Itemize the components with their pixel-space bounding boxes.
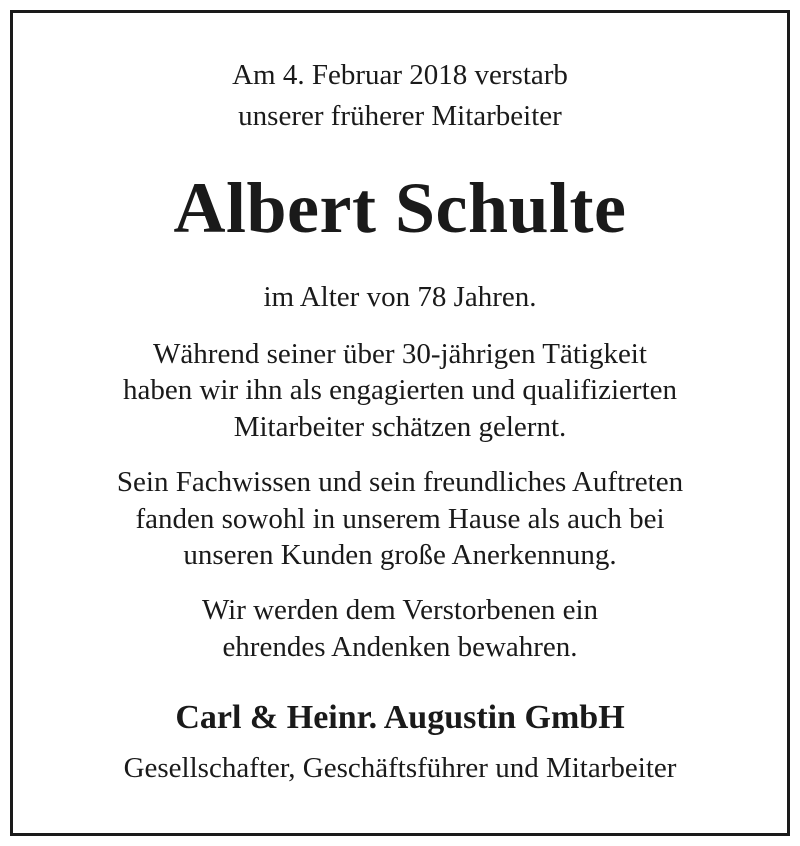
paragraph-3-line-2: ehrendes Andenken bewahren.	[222, 631, 578, 663]
paragraph-1-line-3: Mitarbeiter schätzen gelernt.	[233, 411, 567, 443]
paragraph-1-line-1: Während seiner über 30-jährigen Tätigkeit	[153, 338, 647, 370]
paragraph-1-line-2: haben wir ihn als engagierten und qualifizierten	[122, 374, 678, 406]
age-line: im Alter von 78 Jahren.	[263, 281, 537, 313]
paragraph-2-line-2: fanden sowohl in unserem Hause als auch bei	[135, 503, 665, 535]
paragraph-3-line-1: Wir werden dem Verstorbenen ein	[201, 594, 599, 626]
paragraph-2-line-3: unseren Kunden große Anerkennung.	[183, 539, 617, 571]
company-name: Carl & Heinr. Augustin GmbH	[175, 699, 625, 736]
deceased-name: Albert Schulte	[173, 168, 627, 248]
intro-line-2: unserer früherer Mitarbeiter	[238, 100, 562, 132]
paragraph-2-line-1: Sein Fachwissen und sein freundliches Auftreten	[116, 466, 684, 498]
signatories-line: Gesellschafter, Geschäftsführer und Mitarbeiter	[123, 752, 677, 784]
intro-line-1: Am 4. Februar 2018 verstarb	[232, 59, 568, 91]
